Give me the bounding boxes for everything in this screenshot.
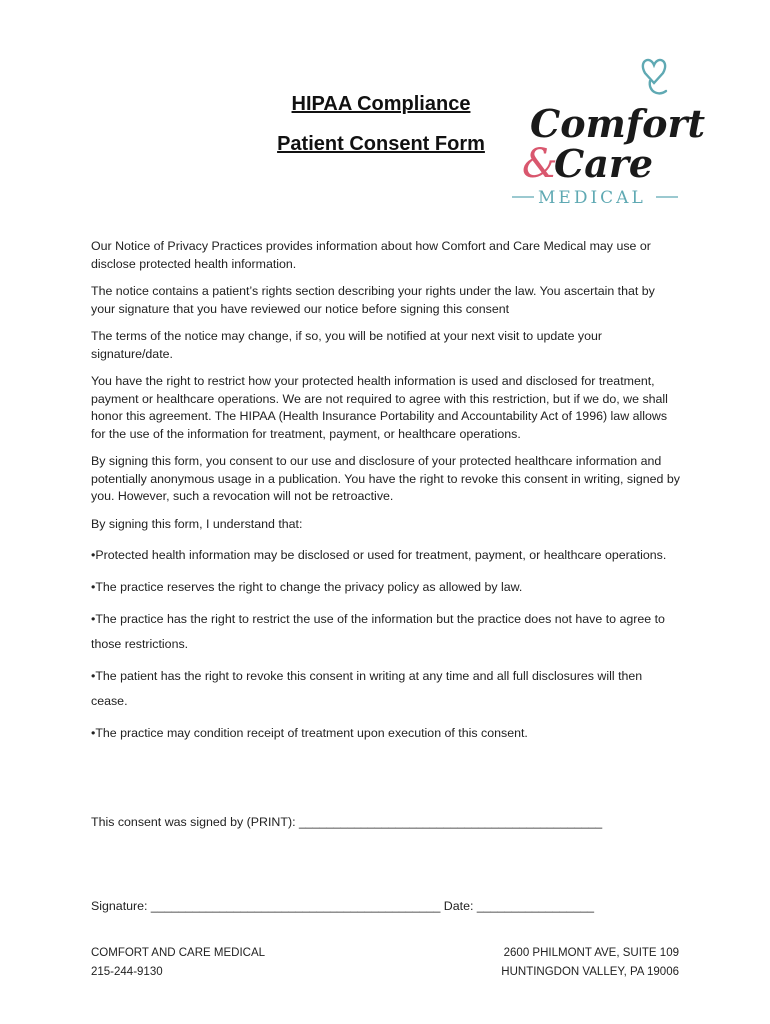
understanding-lead: By signing this form, I understand that: — [91, 516, 303, 531]
title-block — [250, 92, 512, 156]
footer-contact — [91, 944, 265, 982]
paragraph-rights: The notice contains a patient’s rights section describing your rights under the law. You ascertain that by your signature that you have reviewed our notice before signing this consent — [91, 284, 655, 316]
page-subtitle: Patient Consent Form — [277, 133, 485, 155]
consent-body — [91, 238, 681, 753]
list-item: •The practice has the right to restrict the use of the information but the practice does not have to agree to those restrictions. — [91, 612, 665, 651]
understanding-list — [91, 543, 681, 746]
paragraph-restrict: You have the right to restrict how your protected health information is used and disclosed for treatment, payment or healthcare operations. We are not required to agree with this restriction, but if we do, we shall honor this agreement. The HIPAA (Health Insurance Portability and Accountability Act of 1996) law allows for the use of the information for treatment, payment, or healthcare operations. — [91, 374, 668, 441]
footer-company-name: COMFORT AND CARE MEDICAL — [91, 947, 266, 959]
paragraph-notice: Our Notice of Privacy Practices provides information about how Comfort and Care Medical may use or disclose protected health information. — [91, 239, 651, 271]
logo-word-medical: MEDICAL — [538, 188, 646, 208]
logo-word-comfort: Comfort — [530, 101, 706, 146]
paragraph-terms: The terms of the notice may change, if so, you will be notified at your next visit to update your signature/date. — [91, 329, 603, 361]
footer-address-line2: HUNTINGDON VALLEY, PA 19006 — [501, 966, 679, 978]
logo-ampersand: & — [522, 141, 558, 187]
comfort-care-medical-logo — [508, 47, 706, 229]
footer-address-line1: 2600 PHILMONT AVE, SUITE 109 — [503, 947, 679, 959]
paragraph-consent: By signing this form, you consent to our use and disclosure of your protected healthcare information and potentially anonymous usage in a publication. You have the right to revoke this consent in writing, signed by you. However, such a revocation will not be retroactive. — [91, 454, 680, 503]
list-item: •The patient has the right to revoke this consent in writing at any time and all full disclosures will then cease. — [91, 669, 643, 708]
print-name-field[interactable]: This consent was signed by (PRINT): ____________________________________________ — [91, 815, 603, 829]
page-title: HIPAA Compliance — [291, 93, 471, 115]
list-item: •The practice reserves the right to change the privacy policy as allowed by law. — [91, 580, 523, 594]
logo-word-care: Care — [554, 141, 654, 186]
list-item: •The practice may condition receipt of treatment upon execution of this consent. — [91, 726, 528, 740]
footer-phone: 215-244-9130 — [91, 966, 163, 978]
heart-icon — [643, 60, 666, 93]
list-item: •Protected health information may be disclosed or used for treatment, payment, or healthcare operations. — [91, 548, 667, 562]
signature-date-field[interactable]: Signature: __________________________________________ Date: _________________ — [91, 899, 595, 913]
footer-address — [501, 944, 679, 982]
